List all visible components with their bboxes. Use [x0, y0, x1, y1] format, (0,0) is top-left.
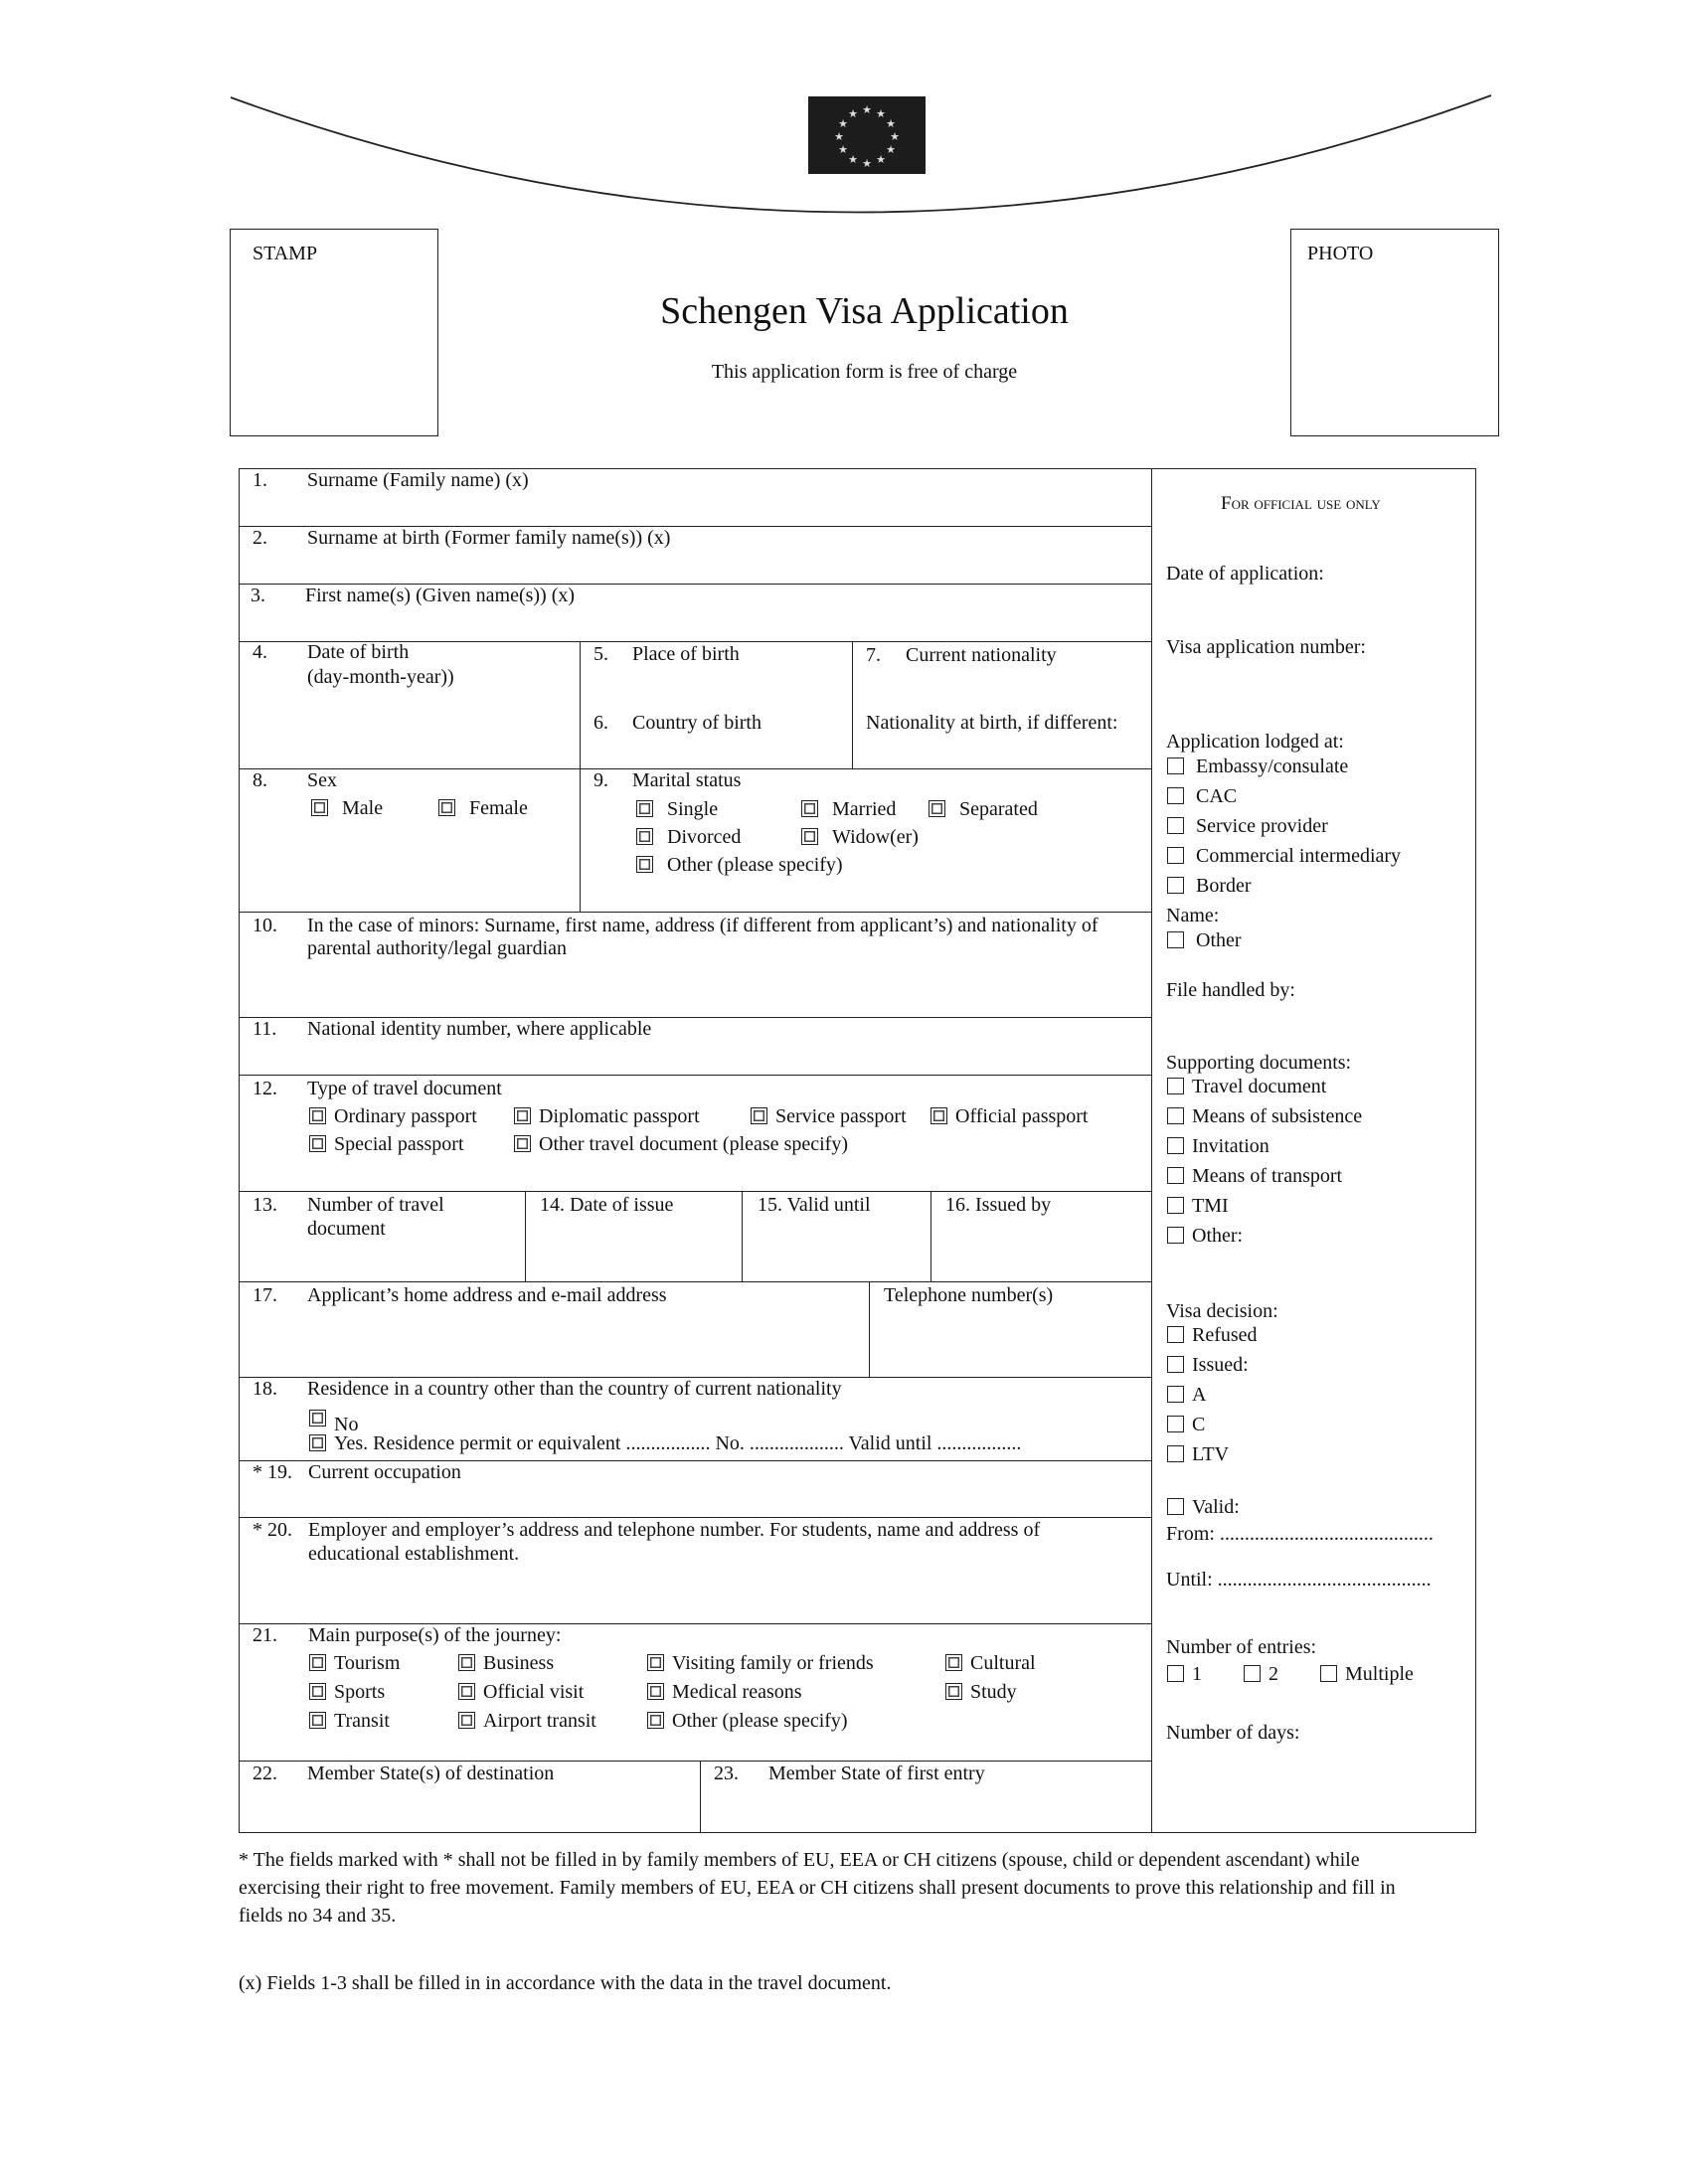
- ordinary-passport-option[interactable]: Ordinary passport: [309, 1104, 477, 1128]
- entries-2-option[interactable]: 2: [1244, 1662, 1278, 1686]
- checkbox-icon[interactable]: [458, 1683, 475, 1700]
- field-3-first-name[interactable]: First name(s) (Given name(s)) (x): [305, 585, 576, 606]
- support-subsistence-option[interactable]: Means of subsistence: [1167, 1104, 1362, 1128]
- field-3-number: 3.: [251, 585, 265, 606]
- official-file-handled-by: File handled by:: [1166, 979, 1295, 1001]
- purpose-cultural-option[interactable]: Cultural: [945, 1651, 1036, 1675]
- checkbox-icon[interactable]: [1167, 1498, 1184, 1515]
- checkbox-icon[interactable]: [929, 800, 945, 817]
- lodged-commercial-intermediary-option[interactable]: Commercial intermediary: [1167, 844, 1401, 868]
- checkbox-icon[interactable]: [636, 856, 653, 873]
- checkbox-icon[interactable]: [1167, 1107, 1184, 1124]
- stamp-box: [230, 229, 438, 436]
- footnote-star-line3: fields no 34 and 35.: [239, 1905, 397, 1927]
- purpose-transit-option[interactable]: Transit: [309, 1709, 390, 1733]
- checkbox-icon[interactable]: [438, 799, 455, 816]
- checkbox-icon[interactable]: [930, 1107, 947, 1124]
- field-9-marital-status: Marital status: [632, 769, 742, 791]
- checkbox-icon[interactable]: [1167, 1416, 1184, 1432]
- purpose-study-option[interactable]: Study: [945, 1680, 1017, 1704]
- support-transport-option[interactable]: Means of transport: [1167, 1164, 1342, 1188]
- photo-box: [1290, 229, 1499, 436]
- stamp-label: STAMP: [253, 243, 318, 264]
- page-title: Schengen Visa Application: [660, 290, 1069, 332]
- field-5-place-of-birth[interactable]: Place of birth: [632, 643, 740, 665]
- checkbox-icon[interactable]: [647, 1654, 664, 1671]
- svg-text:★: ★: [886, 117, 896, 130]
- field-6-country-of-birth[interactable]: Country of birth: [632, 712, 761, 734]
- svg-text:★: ★: [862, 157, 872, 170]
- field-1-surname[interactable]: Surname (Family name) (x): [307, 469, 529, 491]
- support-tmi-option[interactable]: TMI: [1167, 1194, 1229, 1218]
- page-subtitle: This application form is free of charge: [711, 361, 1018, 383]
- decision-refused-option[interactable]: Refused: [1167, 1323, 1258, 1347]
- checkbox-icon[interactable]: [801, 828, 818, 845]
- checkbox-icon[interactable]: [1167, 1386, 1184, 1403]
- footnote-x-note: (x) Fields 1-3 shall be filled in in accordance with the data in the travel document.: [239, 1972, 892, 1994]
- purpose-visiting-option[interactable]: Visiting family or friends: [647, 1651, 874, 1675]
- checkbox-icon[interactable]: [1320, 1665, 1337, 1682]
- special-passport-option[interactable]: Special passport: [309, 1132, 464, 1156]
- official-number-of-days: Number of days:: [1166, 1722, 1300, 1744]
- field-10-label-line2: parental authority/legal guardian: [307, 937, 568, 959]
- svg-text:★: ★: [862, 103, 872, 116]
- checkbox-icon[interactable]: [751, 1107, 767, 1124]
- field-22-member-state-destination[interactable]: Member State(s) of destination: [307, 1763, 555, 1784]
- purpose-official-visit-option[interactable]: Official visit: [458, 1680, 584, 1704]
- checkbox-icon[interactable]: [309, 1712, 326, 1729]
- field-19-number: * 19.: [253, 1461, 292, 1483]
- checkbox-icon[interactable]: [1167, 757, 1184, 774]
- lodged-embassy-option[interactable]: Embassy/consulate: [1167, 755, 1348, 778]
- svg-text:★: ★: [876, 107, 886, 120]
- lodged-service-provider-option[interactable]: Service provider: [1167, 814, 1328, 838]
- lodged-cac-option[interactable]: CAC: [1167, 784, 1237, 808]
- checkbox-icon[interactable]: [1167, 1167, 1184, 1184]
- field-10-number: 10.: [253, 915, 277, 936]
- footnote-star-line1: * The fields marked with * shall not be filled in by family members of EU, EEA or CH citizens (spouse, child or dependent ascendant) while: [239, 1849, 1360, 1871]
- field-20-number: * 20.: [253, 1519, 292, 1541]
- svg-text:★: ★: [848, 107, 858, 120]
- field-11-national-id[interactable]: National identity number, where applicable: [307, 1018, 652, 1040]
- decision-ltv-option[interactable]: LTV: [1167, 1442, 1229, 1466]
- purpose-tourism-option[interactable]: Tourism: [309, 1651, 400, 1675]
- support-invitation-option[interactable]: Invitation: [1167, 1134, 1269, 1158]
- official-date-of-application: Date of application:: [1166, 563, 1324, 585]
- checkbox-icon[interactable]: [945, 1654, 962, 1671]
- checkbox-icon[interactable]: [801, 800, 818, 817]
- field-2-surname-at-birth[interactable]: Surname at birth (Former family name(s)) (x): [307, 527, 671, 549]
- entries-multiple-option[interactable]: Multiple: [1320, 1662, 1414, 1686]
- field-17-number: 17.: [253, 1284, 277, 1306]
- field-4-date-of-birth[interactable]: Date of birth: [307, 641, 410, 663]
- field-4-number: 4.: [253, 641, 267, 663]
- official-valid-from[interactable]: From: ...........................................: [1166, 1523, 1434, 1545]
- checkbox-icon[interactable]: [309, 1683, 326, 1700]
- checkbox-icon[interactable]: [1167, 1445, 1184, 1462]
- svg-text:★: ★: [834, 130, 844, 143]
- field-18-residence: Residence in a country other than the country of current nationality: [307, 1378, 842, 1400]
- svg-text:★: ★: [890, 130, 900, 143]
- decision-a-option[interactable]: A: [1167, 1383, 1206, 1407]
- residence-yes-option[interactable]: Yes. Residence permit or equivalent ................. No. ................... Valid until .................: [309, 1431, 1021, 1455]
- field-16-issued-by[interactable]: 16. Issued by: [945, 1194, 1052, 1216]
- svg-text:★: ★: [876, 153, 886, 166]
- official-passport-option[interactable]: Official passport: [930, 1104, 1089, 1128]
- decision-c-option[interactable]: C: [1167, 1413, 1205, 1436]
- service-passport-option[interactable]: Service passport: [751, 1104, 907, 1128]
- checkbox-icon[interactable]: [1167, 1227, 1184, 1244]
- checkbox-icon[interactable]: [1244, 1665, 1261, 1682]
- official-column-divider: [1151, 468, 1152, 1833]
- field-14-date-of-issue[interactable]: 14. Date of issue: [540, 1194, 674, 1216]
- support-travel-document-option[interactable]: Travel document: [1167, 1075, 1326, 1098]
- field-13-label-line1[interactable]: Number of travel: [307, 1194, 444, 1216]
- checkbox-icon[interactable]: [1167, 1078, 1184, 1094]
- svg-text:★: ★: [838, 117, 848, 130]
- field-4-format: (day-month-year)): [307, 666, 454, 688]
- checkbox-icon[interactable]: [309, 1410, 326, 1427]
- checkbox-icon[interactable]: [309, 1107, 326, 1124]
- field-21-number: 21.: [253, 1624, 277, 1646]
- eu-flag-logo: [808, 96, 926, 174]
- photo-label: PHOTO: [1307, 243, 1374, 264]
- field-23-number: 23.: [714, 1763, 739, 1784]
- official-name-label: Name:: [1166, 905, 1220, 926]
- checkbox-icon[interactable]: [309, 1434, 326, 1451]
- checkbox-icon[interactable]: [1167, 1356, 1184, 1373]
- checkbox-icon[interactable]: [514, 1107, 531, 1124]
- field-12-travel-document-type: Type of travel document: [307, 1078, 502, 1099]
- field-21-purpose: Main purpose(s) of the journey:: [308, 1624, 562, 1646]
- field-13-number: 13.: [253, 1194, 277, 1216]
- official-lodged-at: Application lodged at:: [1166, 731, 1344, 753]
- checkbox-icon[interactable]: [309, 1135, 326, 1152]
- field-2-number: 2.: [253, 527, 267, 549]
- field-7-number: 7.: [866, 644, 881, 666]
- checkbox-icon[interactable]: [636, 800, 653, 817]
- checkbox-icon[interactable]: [1167, 1197, 1184, 1214]
- field-8-sex: Sex: [307, 769, 337, 791]
- field-5-number: 5.: [593, 643, 608, 665]
- decision-issued-option[interactable]: Issued:: [1167, 1353, 1249, 1377]
- marital-married-option[interactable]: Married: [801, 797, 896, 821]
- marital-widower-option[interactable]: Widow(er): [801, 825, 919, 849]
- checkbox-icon[interactable]: [309, 1654, 326, 1671]
- purpose-medical-option[interactable]: Medical reasons: [647, 1680, 802, 1704]
- decision-valid-option[interactable]: Valid:: [1167, 1495, 1240, 1519]
- field-20-employer-line2: educational establishment.: [308, 1543, 520, 1565]
- checkbox-icon[interactable]: [647, 1683, 664, 1700]
- checkbox-icon[interactable]: [636, 828, 653, 845]
- marital-other-option[interactable]: Other (please specify): [636, 853, 843, 877]
- checkbox-icon[interactable]: [1167, 877, 1184, 894]
- field-19-occupation[interactable]: Current occupation: [308, 1461, 461, 1483]
- svg-text:★: ★: [838, 143, 848, 156]
- entries-1-option[interactable]: 1: [1167, 1662, 1202, 1686]
- official-number-of-entries: Number of entries:: [1166, 1636, 1317, 1658]
- purpose-business-option[interactable]: Business: [458, 1651, 554, 1675]
- field-1-number: 1.: [253, 469, 267, 491]
- checkbox-icon[interactable]: [647, 1712, 664, 1729]
- field-7-nationality-at-birth[interactable]: Nationality at birth, if different:: [866, 712, 1118, 734]
- checkbox-icon[interactable]: [1167, 847, 1184, 864]
- field-10-label-line1[interactable]: In the case of minors: Surname, first name, address (if different from applicant’s) and nationality of: [307, 915, 1099, 936]
- marital-divorced-option[interactable]: Divorced: [636, 825, 741, 849]
- checkbox-icon[interactable]: [945, 1683, 962, 1700]
- field-22-number: 22.: [253, 1763, 277, 1784]
- field-17-telephone[interactable]: Telephone number(s): [884, 1284, 1054, 1306]
- checkbox-icon[interactable]: [1167, 787, 1184, 804]
- checkbox-icon[interactable]: [1167, 1326, 1184, 1343]
- field-12-number: 12.: [253, 1078, 277, 1099]
- field-15-valid-until[interactable]: 15. Valid until: [758, 1194, 871, 1216]
- lodged-other-option[interactable]: Other: [1167, 928, 1242, 952]
- checkbox-icon[interactable]: [1167, 931, 1184, 948]
- svg-text:★: ★: [886, 143, 896, 156]
- official-visa-decision: Visa decision:: [1166, 1300, 1278, 1322]
- field-9-number: 9.: [593, 769, 608, 791]
- purpose-other-option[interactable]: Other (please specify): [647, 1709, 848, 1733]
- field-8-number: 8.: [253, 769, 267, 791]
- field-11-number: 11.: [253, 1018, 277, 1040]
- checkbox-icon[interactable]: [458, 1654, 475, 1671]
- checkbox-icon[interactable]: [1167, 1137, 1184, 1154]
- sex-male-option[interactable]: Male: [311, 796, 383, 820]
- sex-female-option[interactable]: Female: [438, 796, 528, 820]
- checkbox-icon[interactable]: [458, 1712, 475, 1729]
- footnote-star-line2: exercising their right to free movement. Family members of EU, EEA or CH citizens shall present documents to prove this relationship and fill in: [239, 1877, 1396, 1899]
- field-7-nationality[interactable]: Current nationality: [906, 644, 1057, 666]
- official-visa-application-number: Visa application number:: [1166, 636, 1366, 658]
- field-13-label-line2: document: [307, 1218, 386, 1240]
- checkbox-icon[interactable]: [514, 1135, 531, 1152]
- other-travel-document-option[interactable]: Other travel document (please specify): [514, 1132, 848, 1156]
- field-23-member-state-first-entry[interactable]: Member State of first entry: [768, 1763, 985, 1784]
- purpose-sports-option[interactable]: Sports: [309, 1680, 385, 1704]
- marital-separated-option[interactable]: Separated: [929, 797, 1038, 821]
- purpose-airport-transit-option[interactable]: Airport transit: [458, 1709, 596, 1733]
- svg-text:★: ★: [848, 153, 858, 166]
- checkbox-icon[interactable]: [1167, 817, 1184, 834]
- residence-no-option[interactable]: No: [309, 1407, 358, 1430]
- field-20-employer-line1[interactable]: Employer and employer’s address and telephone number. For students, name and address of: [308, 1519, 1041, 1541]
- field-6-number: 6.: [593, 712, 608, 734]
- official-supporting-documents: Supporting documents:: [1166, 1052, 1352, 1074]
- checkbox-icon[interactable]: [1167, 1665, 1184, 1682]
- field-18-number: 18.: [253, 1378, 277, 1400]
- checkbox-icon[interactable]: [311, 799, 328, 816]
- official-use-heading: For official use only: [1221, 493, 1381, 514]
- field-17-home-address[interactable]: Applicant’s home address and e-mail address: [307, 1284, 667, 1306]
- diplomatic-passport-option[interactable]: Diplomatic passport: [514, 1104, 700, 1128]
- lodged-border-option[interactable]: Border: [1167, 874, 1252, 898]
- official-valid-until[interactable]: Until: ...........................................: [1166, 1569, 1432, 1591]
- marital-single-option[interactable]: Single: [636, 797, 718, 821]
- support-other-option[interactable]: Other:: [1167, 1224, 1243, 1248]
